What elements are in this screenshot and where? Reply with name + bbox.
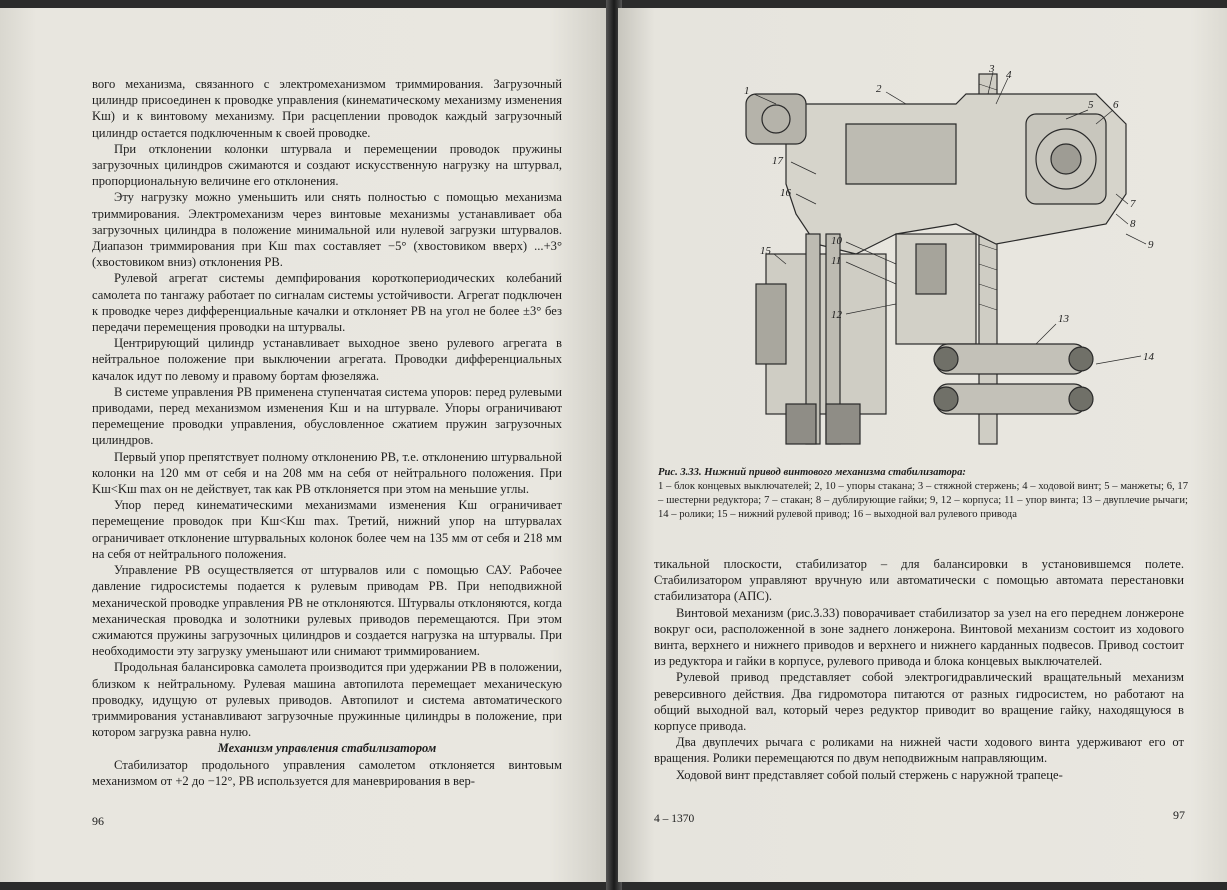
- figure-label: 16: [780, 187, 791, 199]
- figure-label: 1: [744, 85, 750, 97]
- figure-label: 3: [989, 64, 995, 75]
- right-page: [618, 8, 1227, 882]
- figure-label: 17: [772, 155, 783, 167]
- paragraph: Ходовой винт представляет собой полый стержень с наружной трапеце-: [676, 767, 1063, 782]
- caption-body: 1 – блок концевых выключателей; 2, 10 – упоры стакана; 3 – стяжной стержень; 4 – ходовой винт; 5 – манжеты; 6, 17 – шестерни редуктора; 7 – стакан; 8 – дублирующие гайки; 9, 12 – корпуса; 11 – упор винта; 13 – двуплечие рычаги; 14 – ролики; 15 – нижний рулевой привод; 16 – выходной вал рулевого привода: [658, 481, 1188, 520]
- paragraph: тикальной плоскости, стабилизатор – для балансировки в установившемся полете. Стабилизатором управляют вручную или автоматически с помощью автомата перестановки стабилизатора (АПС).: [654, 557, 1184, 604]
- paragraph: Упор перед кинематическими механизмами изменения Kш ограничивает перемещение проводок при Kш<Kш max. Третий, нижний упор на штурвалах ограничивает отклонение штурвальных колонок более чем на 135 мм от себя и 218 мм на себя от нейтрального положения.: [92, 498, 562, 561]
- paragraph: Винтовой механизм (рис.3.33) поворачивает стабилизатор за узел на его переднем лонжероне вокруг оси, расположенной в зоне заднего лонжерона. Винтовой механизм состоит из ходового винта, верхнего и нижнего приводов и верхнего и нижнего карданных подвесов. Привод состоит из редуктора и гайки в корпусе, рулевого привода и блока концевых выключателей.: [654, 605, 1184, 669]
- figure-label: 14: [1143, 351, 1154, 363]
- paragraph: Эту нагрузку можно уменьшить или снять полностью с помощью механизма триммирования. Электромеханизм через винтовые механизмы устанавливает оба загрузочных цилиндра в положение минимальной или нулевой загрузки штурвалов. Диапазон триммирования при Kш max составляет −5° (хвостовиком вверх) ...+3° (хвостовиком вниз) отклонения РВ.: [92, 190, 562, 270]
- paragraph: Рулевой агрегат системы демпфирования короткопериодических колебаний самолета по тангажу работает по сигналам системы устойчивости. Агрегат подключен к проводке через дифференциальные качалки и отклоняет РВ на угол не более ±3° без передачи перемещения проводки на штурвалы.: [92, 271, 562, 335]
- figure-label: 8: [1130, 218, 1136, 230]
- figure-label: 10: [831, 235, 842, 247]
- section-heading: Механизм управления стабилизатором: [217, 741, 437, 756]
- right-page-text: [654, 556, 1184, 783]
- paragraph: вого механизма, связанного с электромеханизмом триммирования. Загрузочный цилиндр присоединен к проводке управления (кинематическому механизму изменения Kш) и к винтовому механизму. При расцеплении проводок каждый загрузочный цилиндр остается подключенным к своей проводке.: [92, 77, 562, 140]
- figure-label: 2: [876, 83, 882, 95]
- figure-label: 7: [1130, 198, 1136, 210]
- paragraph: Рулевой привод представляет собой электрогидравлический вращательный механизм реверсивного действия. Два гидромотора питаются от разных гидросистем, но работают на общий выходной вал, который через редуктор приводит во вращение гайку, находящуюся в корпусе привода.: [654, 670, 1184, 734]
- paragraph: В системе управления РВ применена ступенчатая система упоров: перед рулевыми приводами, перед механизмом изменения Kш и на штурвале. Упоры ограничивают перемещение проводки управления, обусловленное сжатием пружин загрузочных цилиндров.: [92, 384, 562, 448]
- left-page: [0, 8, 610, 882]
- figure-label: 6: [1113, 99, 1119, 111]
- paragraph: При отклонении колонки штурвала и перемещении проводок пружины загрузочных цилиндров сжимаются и создают искусственную нагрузку на штурвал, пропорциональную величине его отклонения.: [92, 141, 562, 189]
- figure-label: 12: [831, 309, 842, 321]
- figure-caption: [658, 466, 1188, 522]
- signature-mark: 4 – 1370: [654, 813, 695, 825]
- figure-label: 4: [1006, 69, 1012, 81]
- left-page-text: [92, 76, 562, 789]
- caption-title: Рис. 3.33. Нижний привод винтового механизма стабилизатора:: [658, 467, 966, 478]
- page-number-right: 97: [1173, 808, 1185, 822]
- mechanism-drawing: [696, 64, 1166, 456]
- paragraph: Первый упор препятствует полному отклонению РВ, т.е. отклонению штурвальной колонки на 120 мм от себя и на 208 мм на себя от нейтрального положения. При Kш<Kш max он не действует, так как РВ отклоняется при этом на меньшие углы.: [92, 449, 562, 497]
- figure-label: 13: [1058, 313, 1069, 325]
- paragraph: Центрирующий цилиндр устанавливает выходное звено рулевого агрегата в нейтральное положение при выключении агрегата. Проводки дифференциальных качалок идут по левому и правому бортам фюзеляжа.: [92, 336, 562, 383]
- paragraph: Управление РВ осуществляется от штурвалов или с помощью САУ. Рабочее давление гидросистемы подается к рулевым приводам РВ. При неподвижной механической проводке управления РВ не отклоняются. Штурвалы отклоняются, когда механическая проводка и золотники рулевых приводов перемещаются. При этом сжимаются пружины загрузочных цилиндров и создается нагрузка на штурвалы. При необходимости эту загрузку уменьшают или снимают триммированием.: [92, 563, 562, 659]
- paragraph: Продольная балансировка самолета производится при удержании РВ в положении, близком к нейтральному. Рулевая машина автопилота перемещает механическую проводку, идущую от рулевых приводов. Автопилот и система автоматического триммирования устанавливают загрузочные пружинные цилиндры в положение, при котором загрузка равна нулю.: [92, 660, 562, 740]
- technical-figure: [696, 64, 1166, 456]
- page-number-left: 96: [92, 814, 104, 828]
- paragraph: Стабилизатор продольного управления самолетом отклоняется винтовым механизмом от +2 до −12°, РВ используется для маневрирования в вер-: [92, 757, 562, 788]
- figure-label: 9: [1148, 239, 1154, 251]
- figure-label: 15: [760, 245, 771, 257]
- paragraph: Два двуплечих рычага с роликами на нижней части ходового винта удерживают его от вращения. Ролики перемещаются по двум неподвижным направляющим.: [654, 735, 1184, 766]
- figure-label: 11: [831, 255, 842, 267]
- figure-label: 5: [1088, 99, 1094, 111]
